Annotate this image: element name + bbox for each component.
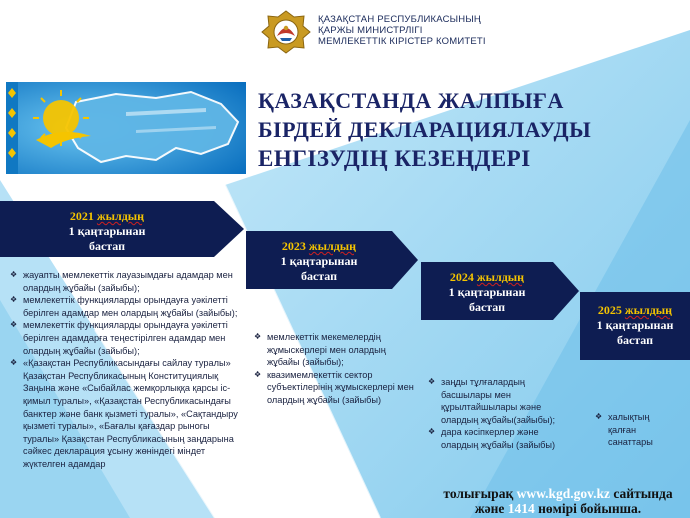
stage-2025-year-word: жылдың xyxy=(624,303,673,317)
arrow-tip xyxy=(214,201,244,257)
header-line-2: ҚАРЖЫ МИНИСТРЛІГІ xyxy=(318,25,423,36)
stage-2024-year-word: жылдың xyxy=(476,270,525,284)
hotline-number: 1414 xyxy=(507,501,535,516)
list-item: ❖ дара кәсіпкерлер және олардың жұбайы (зайыбы) xyxy=(428,426,568,451)
stage-2021-year-word: жылдың xyxy=(96,209,145,223)
list-item: ❖ мемлекеттік мекемелердің жұмыскерлері мен олардың жұбайы (зайыбы); xyxy=(254,331,419,369)
stage-2025-since: бастап xyxy=(616,333,654,347)
list-item: ❖ «Қазақстан Республикасындағы сайлау туралы» Қазақстан Республикасының Конституциялық Заңына және «Сыбайлас жемқорлыққа қарсы іс-қимыл туралы», «Қазақстан Республикасындағы банктер және банк қызметі туралы», «Сақтандыру қызметі туралы», «Бағалы қағаздар рыногы туралы» Қазақстан Республикасының заңдарына сәйкес декларация ұсыну жөніндегі міндет жүктелген адамдар xyxy=(10,357,242,470)
title-line-3: ЕНГІЗУДІҢ КЕЗЕҢДЕРІ xyxy=(258,146,531,171)
stage-2023-since: бастап xyxy=(300,269,338,283)
stage-2024-date: 1 қаңтарынан xyxy=(448,285,526,299)
stage-2024-year: 2024 xyxy=(449,270,474,284)
list-item: ❖ халықтың қалған санаттары xyxy=(595,411,667,449)
title-line-1: ҚАЗАҚСТАНДА ЖАЛПЫҒА xyxy=(258,88,564,113)
stage-2025-date: 1 қаңтарынан xyxy=(596,318,674,332)
stage-2025-year: 2025 xyxy=(597,303,622,317)
stage-2021-list xyxy=(10,269,242,471)
title-line-2: БІРДЕЙ ДЕКЛАРАЦИЯЛАУДЫ xyxy=(258,117,592,142)
stage-2024-arrow xyxy=(421,262,553,320)
stage-2023-list xyxy=(254,331,419,407)
footer-post: нөмірі бойынша. xyxy=(538,501,642,516)
stage-2023-arrow xyxy=(246,231,392,289)
stage-2024-since: бастап xyxy=(468,300,506,314)
stage-2021-date: 1 қаңтарынан xyxy=(68,224,146,238)
stage-2021-year: 2021 xyxy=(69,209,94,223)
ministry-header xyxy=(318,14,486,47)
stage-2023-year: 2023 xyxy=(281,239,306,253)
stage-2023-year-word: жылдың xyxy=(308,239,357,253)
stage-2021-arrow xyxy=(0,201,214,257)
page-title xyxy=(258,86,591,173)
stage-2023-date: 1 қаңтарынан xyxy=(280,254,358,268)
list-item: ❖ мемлекеттік функцияларды орындауға уәкілетті берілген адамдар мен олардың жұбайы (зайыбы); xyxy=(10,294,242,319)
list-item: ❖ заңды тұлғалардың басшылары мен құрылтайшылары және олардың жұбайы(зайыбы); xyxy=(428,376,568,426)
header-line-3: МЕМЛЕКЕТТІК КІРІСТЕР КОМИТЕТІ xyxy=(318,36,486,47)
footer-pre2: және xyxy=(474,501,505,516)
ministry-emblem-icon xyxy=(261,10,311,54)
stage-2024-list xyxy=(428,376,568,452)
footer-pre: толығырақ xyxy=(443,486,514,501)
kazakhstan-flag-map-image xyxy=(6,82,246,174)
arrow-tip xyxy=(553,262,579,320)
list-item: ❖ мемлекеттік функцияларды орындауға уәкілетті берілген адамдарға теңестірілген адамдар мен олардың жұбайы (зайыбы); xyxy=(10,319,242,357)
list-item: ❖ жауапты мемлекеттік лауазымдағы адамдар мен олардың жұбайы (зайыбы); xyxy=(10,269,242,294)
website-link[interactable]: www.kgd.gov.kz xyxy=(516,486,611,501)
header-line-1: ҚАЗАҚСТАН РЕСПУБЛИКАСЫНЫҢ xyxy=(318,14,481,25)
arrow-tip xyxy=(392,231,418,289)
stage-2025-box xyxy=(580,292,690,360)
list-item: ❖ квазимемлекеттік сектор субъектілерінің жұмыскерлері мен олардың жұбайы (зайыбы) xyxy=(254,369,419,407)
stage-2025-list xyxy=(595,411,667,449)
footer-mid: сайтында xyxy=(613,486,673,501)
stage-2021-since: бастап xyxy=(88,239,126,253)
footer-info xyxy=(426,486,690,516)
